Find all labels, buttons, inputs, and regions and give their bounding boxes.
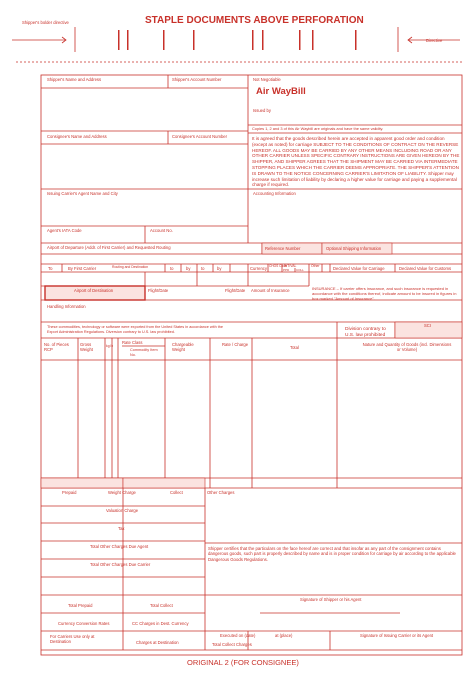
- valuation-charge-label: Valuation Charge: [106, 508, 139, 513]
- issued-by-label: Issued by: [253, 108, 271, 113]
- other-label: Other: [311, 264, 320, 268]
- amount-insurance-label: Amount of Insurance: [251, 288, 290, 293]
- export-note: These commodities, technology or software were exported from the United States in accordance with the Export Administration Regulations. Diversion contrary to U.S. law prohibited.: [47, 325, 224, 334]
- total-other-agent-label: Total Other Charges Due Agent: [90, 544, 149, 549]
- copies-note: Copies 1, 2 and 3 of this Air Waybill are originals and have the same validity.: [252, 126, 384, 131]
- total-collect-label: Total Collect: [150, 603, 173, 608]
- staple-instruction-title: STAPLE DOCUMENTS ABOVE PERFORATION: [145, 15, 364, 26]
- currency-conversion-label: Currency Conversion Rates: [58, 621, 110, 626]
- issuing-agent-label: Issuing Carrier's Agent Name and City: [47, 191, 118, 196]
- airport-destination-label: Airport of Destination: [74, 288, 114, 293]
- routing-destination-label: Routing and Destination: [112, 265, 149, 269]
- currency-label: Currency: [250, 266, 267, 271]
- at-place-label: at (place): [275, 633, 293, 638]
- perforation-left-label: Shipper's bolder directive: [22, 20, 69, 25]
- to-label-2: to: [170, 266, 174, 271]
- collect-label: Collect: [170, 490, 183, 495]
- agent-iata-label: Agent's IATA Code: [47, 228, 82, 233]
- declared-carriage-label: Declared Value for Carriage: [333, 266, 385, 271]
- by-label-3: by: [217, 266, 222, 271]
- weight-charge-label: Weight Charge: [108, 490, 136, 495]
- division-contrary-label: Division contrary to: [345, 327, 386, 332]
- air-waybill-title: Air WayBill: [256, 86, 306, 97]
- charges-destination-label: Charges at Destination: [136, 640, 179, 645]
- cc-charges-label: CC Charges in Dest. Currency: [132, 621, 189, 626]
- tax-label: Tax: [118, 526, 125, 531]
- accounting-info-label: Accounting Information: [253, 191, 296, 196]
- coll-label: COLL: [296, 268, 304, 272]
- rate-class-label: Rate Class: [122, 340, 143, 345]
- shipper-name-label: Shipper's Name and Address: [47, 77, 102, 82]
- executed-on-label: Executed on (date): [220, 633, 256, 638]
- perforation-right-label: Directive: [426, 38, 443, 43]
- rate-charge-label: Rate / Charge: [222, 342, 249, 347]
- shipper-certifies-text: Shipper certifies that the particulars on the face hereof are correct and that insofar as any part of the consignment contains dangerous goods, such part is properly described by name and is in proper condition for carriage by air according to the applicable Dangerous Goods Regulations.: [208, 546, 456, 562]
- us-law-label: U.S. law prohibited: [345, 333, 386, 338]
- copy-label: ORIGINAL 2 (FOR CONSIGNEE): [187, 658, 299, 667]
- total-other-carrier-label: Total Other Charges Due Carrier: [90, 562, 151, 567]
- ppd-label: PPD: [283, 268, 290, 272]
- wt-val-label: WT/VAL: [284, 264, 297, 268]
- signature-carrier-label: Signature of Issuing Carrier or its Agent: [360, 633, 434, 638]
- flight-date-label: Flight/Date: [148, 288, 169, 293]
- no-pieces-label: No. of Pieces RCP: [44, 342, 69, 353]
- total-label: Total: [290, 345, 299, 350]
- insurance-text: INSURANCE – If carrier offers insurance, and such insurance is requested in accordance with the conditions thereof, indicate amount to be insured in figures in box marked "Amount of Insurance".: [312, 286, 457, 301]
- consignee-account-label: Consignee's Account Number: [172, 134, 228, 139]
- optional-shipping-label: Optional Shipping Information: [326, 246, 382, 251]
- account-no-label: Account No.: [150, 228, 173, 233]
- chgs-code-label: CHGS Code: [269, 264, 287, 268]
- by-label-2: by: [186, 266, 191, 271]
- sci-label: SCI: [424, 323, 431, 328]
- declared-customs-label: Declared Value for Customs: [399, 266, 452, 271]
- nature-goods-label: Nature and Quantity of Goods (incl. Dimensions or Volume): [362, 342, 452, 353]
- other-charges-label: Other Charges: [207, 490, 235, 495]
- flight-date-label-2: Flight/Date: [225, 288, 246, 293]
- gross-weight-label: Gross Weight: [80, 342, 93, 353]
- conditions-text: It is agreed that the goods described herein are accepted in apparent good order and condition (except as noted) for carriage SUBJECT TO THE CONDITIONS OF CONTRACT ON THE REVERSE HEREOF. ALL GOODS MAY BE CARRIED BY ANY OTHER MEANS INCLUDING ROAD OR ANY OTHER CARRIER UNLESS SPECIFIC CONTRARY INSTRUCTIONS ARE GIVEN HEREON BY THE SHIPPER, AND SHIPPER AGREES THAT THE SHIPMENT MAY BE CARRIED VIA INTERMEDIATE STOPPING PLACES WHICH THE CARRIER DEEMS APPROPRIATE. THE SHIPPER'S ATTENTION IS DRAWN TO THE NOTICE CONCERNING CARRIER'S LIMITATION OF LIABILITY. Shipper may increase such limitation of liability by declaring a higher value for carriage and paying a supplemental charge if required.: [252, 136, 460, 188]
- total-collect-charges-label: Total Collect Charges: [212, 642, 252, 647]
- prepaid-label: Prepaid: [62, 490, 77, 495]
- commodity-item-label: Commodity Item No.: [130, 348, 158, 358]
- for-carrier-use-label: For Carriers Use only at Destination: [50, 634, 95, 645]
- not-negotiable-label: Not Negotiable: [253, 77, 281, 82]
- airport-departure-label: Airport of Departure (Addr. of First Carrier) and Requested Routing: [47, 245, 171, 250]
- shipper-account-label: Shipper's Account Number: [172, 77, 222, 82]
- kg-lb-label: kg lb: [106, 344, 114, 348]
- to-label-3: to: [201, 266, 205, 271]
- total-prepaid-label: Total Prepaid: [68, 603, 93, 608]
- handling-info-label: Handling Information: [47, 304, 86, 309]
- by-first-carrier-label: By First Carrier: [68, 266, 97, 271]
- reference-number-label: Reference Number: [265, 246, 301, 251]
- signature-shipper-label: Signature of Shipper or his Agent: [300, 597, 362, 602]
- chargeable-weight-label: Chargeable Weight: [172, 342, 194, 353]
- to-label: To: [48, 266, 53, 271]
- consignee-name-label: Consignee's Name and Address: [47, 134, 107, 139]
